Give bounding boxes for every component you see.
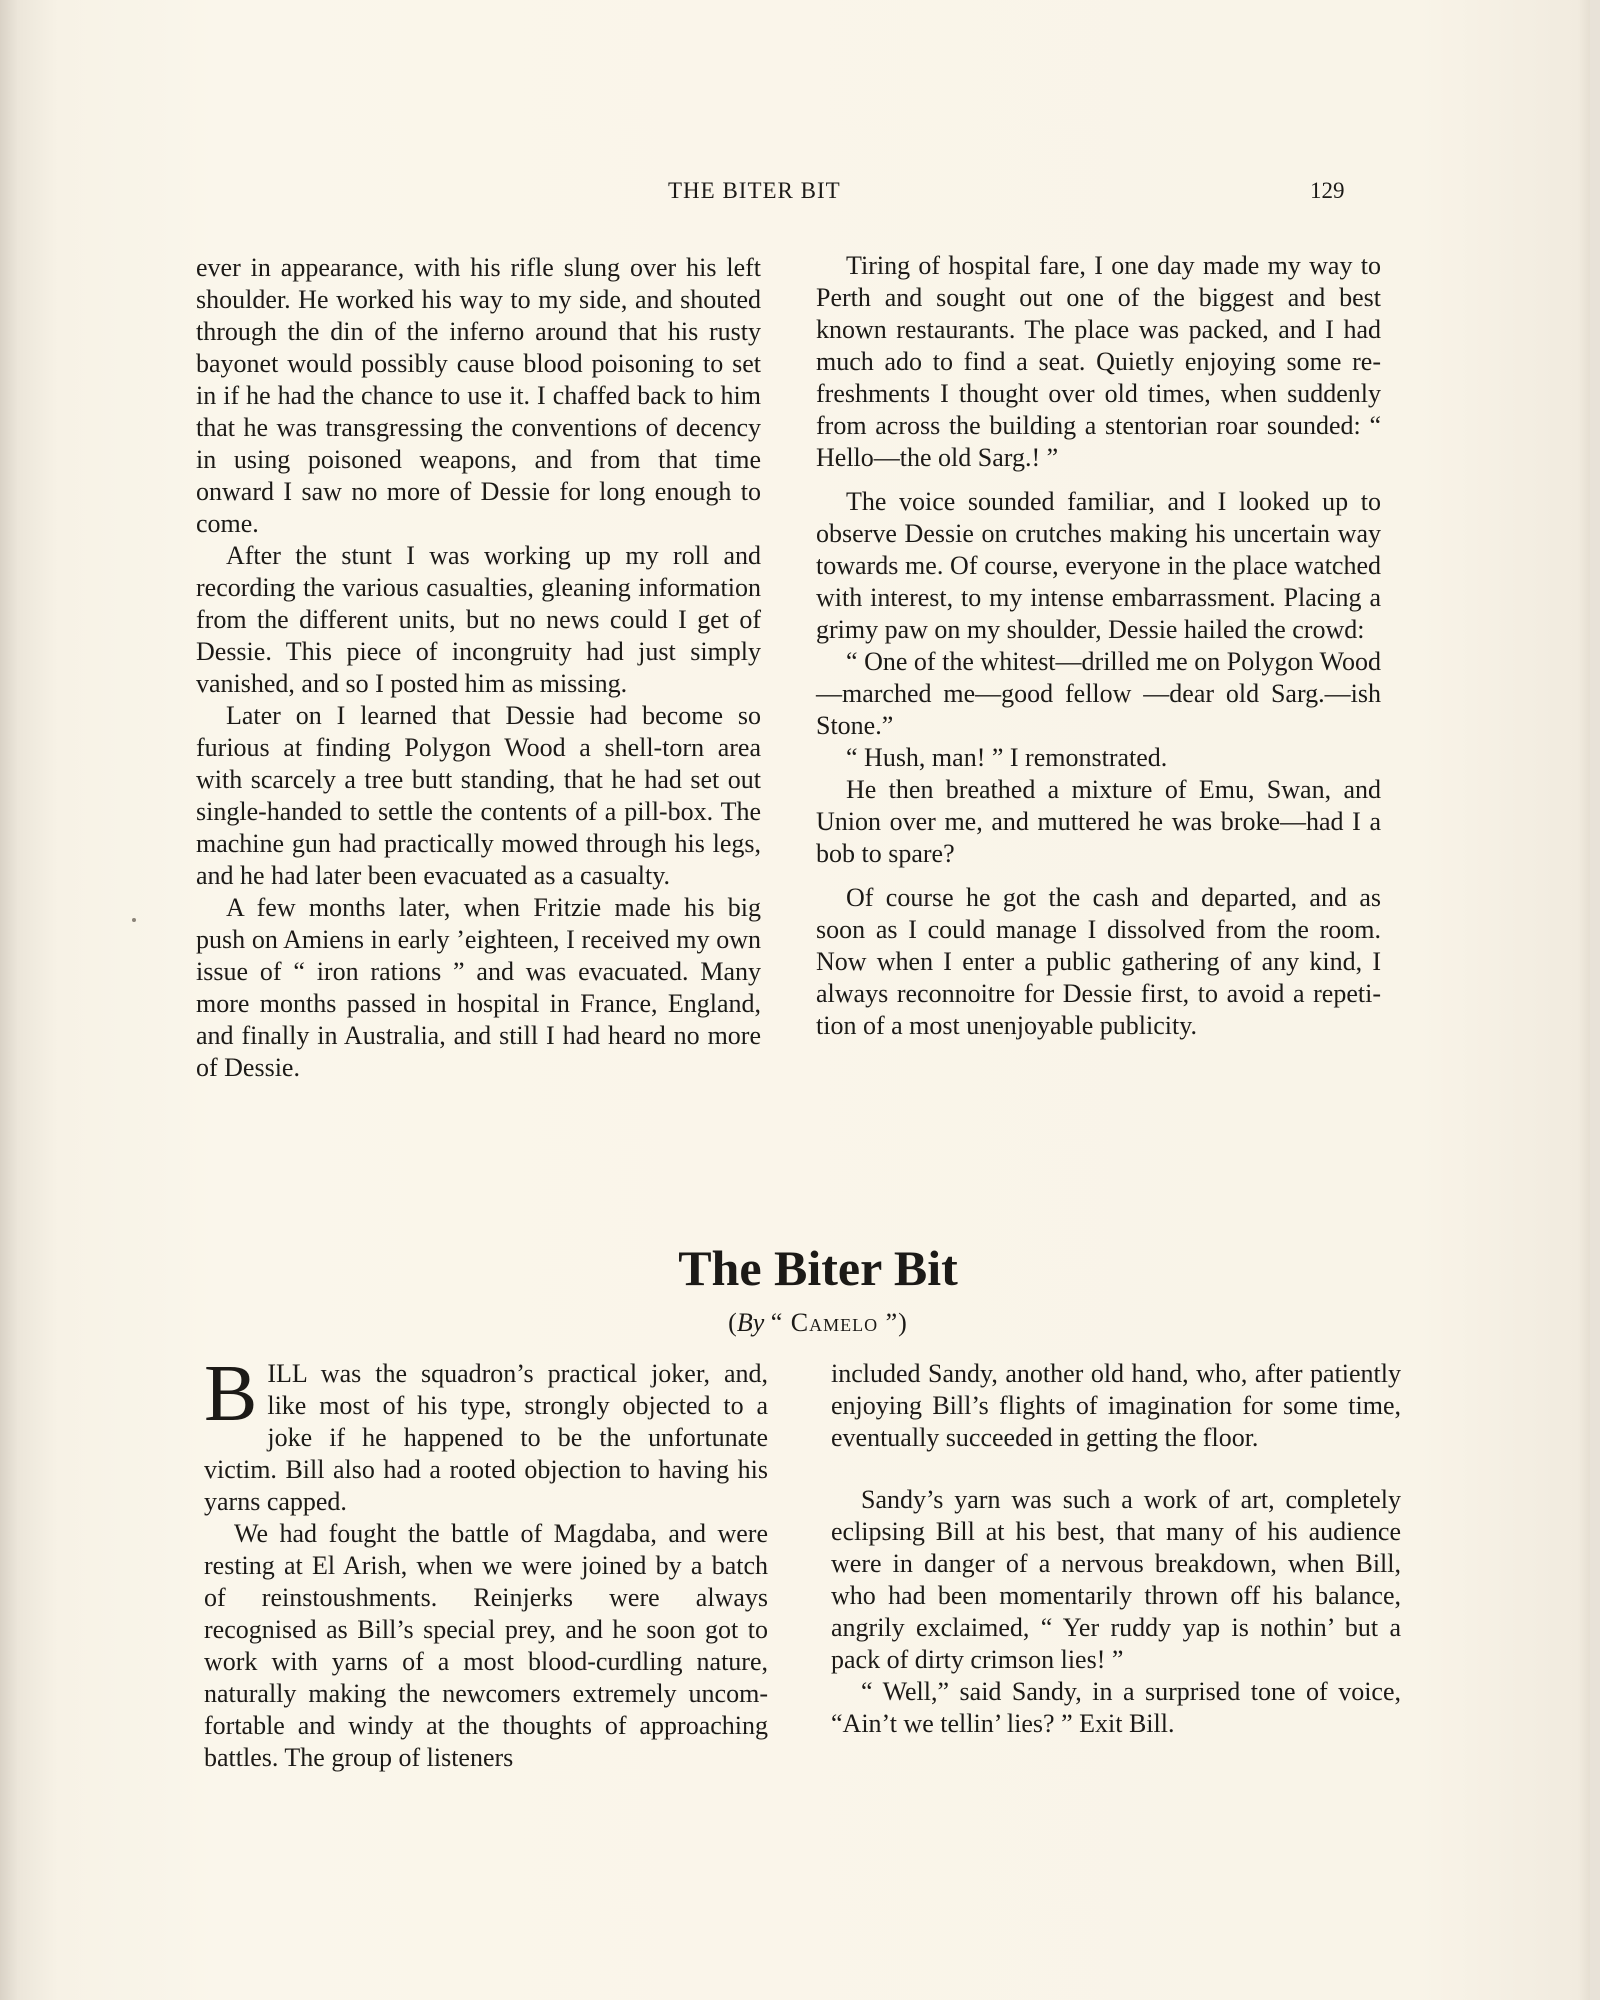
opening-text: ILL was the squadron’s practical joker, and, like most of his type, strongly objected to a joke if he happened to be the unfortunate victim. Bill also had a rooted objection to having his yarns capped. [204,1359,768,1516]
paragraph-spacer [816,474,1381,486]
story-title: The Biter Bit [678,1240,958,1296]
paragraph: Tiring of hospital fare, I one day made my way to Perth and sought out one of the biggest and best known restaurants. The place was packed, and I had much ado to find a seat. Quietly enjoying some refreshments I thought over old times, when suddenly from across the building a stentorian roar sounded: “ Hello—the old Sarg.! ” [816,251,1381,472]
paragraph: ever in appearance, with his rifle slung over his left shoulder. He worked his way to my side, and shouted through the din of the inferno around that his rusty bayonet would possibly cause blood poisoning to set in if he had the chance to use it. I chaffed back to him that he was transgressing the conventions of decency in using poisoned weapons, and from that time onward I saw no more of Dessie for long enough to come. [196,253,761,538]
story-column-left [204,1350,768,1774]
page-edge [0,0,18,2000]
quote-paragraph: “ One of the whitest—drilled me on Polygon Wood—marched me—good fellow —dear old Sarg.—ish Stone.” [816,647,1381,740]
paragraph: He then breathed a mixture of Emu, Swan, and Union over me, and muttered he was broke—had I a bob to spare? [816,775,1381,868]
byline-by: By [736,1308,765,1337]
previous-story-column-right [816,250,1381,1042]
paragraph-spacer [831,1454,1401,1484]
paragraph: included Sandy, another old hand, who, after patiently enjoying Bill’s flights of imagination for some time, eventually succeeded in getting the floor. [831,1359,1401,1452]
paragraph: A few months later, when Fritzie made his big push on Amiens in early ’eighteen, I received my own issue of “ iron rations ” and was evacuated. Many more months passed in hospital in France, England, and finally in Australia, and still I had heard no more of Dessie. [196,893,761,1082]
paragraph: The voice sounded familiar, and I looked up to observe Dessie on crutches making his uncertain way towards me. Of course, everyone in the place watched with interest, to my intense embarrassment. Placing a grimy paw on my shoulder, Dessie hailed the crowd: [816,487,1381,644]
paragraph: Later on I learned that Dessie had become so furious at finding Polygon Wood a shell-torn area with scarcely a tree butt standing, that he had set out single-handed to settle the contents of a pill-box. The machine gun had practically mowed through his legs, and he had later been evacuated as a casualty. [196,701,761,890]
paragraph-spacer [816,870,1381,882]
quote-paragraph: “ Well,” said Sandy, in a surprised tone of voice, “Ain’t we tellin’ lies? ” Exit Bill. [831,1677,1401,1738]
paragraph: Sandy’s yarn was such a work of art, completely eclipsing Bill at his best, that many of his audience were in danger of a nervous breakdown, when Bill, who had been momentarily thrown off his balance, angrily exclaimed, “ Yer ruddy yap is nothin’ but a pack of dirty crimson lies! ” [831,1485,1401,1674]
ink-speck [132,918,136,922]
running-head: THE BITER BIT [668,178,841,203]
previous-story-column-left [196,252,761,1084]
page-number: 129 [1310,178,1345,203]
book-page [18,0,1590,2000]
quote-paragraph: “ Hush, man! ” I remonstrated. [846,743,1168,772]
story-byline [578,1306,1058,1340]
paragraph: We had fought the battle of Magdaba, and were resting at El Arish, when we were joined by a batch of reinstoushments. Reinjerks were always recognised as Bill’s special prey, and he soon got to work with yarns of a most blood-curdling nature, naturally making the newcomers extremely uncomfortable and windy at the thoughts of approaching battles. The group of listeners [204,1519,768,1772]
byline-open-paren: ( [728,1308,737,1337]
drop-cap: B [204,1350,258,1438]
byline-author: “ Camelo ”) [770,1308,908,1337]
paragraph: Of course he got the cash and departed, and as soon as I could manage I dissolved from the room. Now when I enter a public gathering of any kind, I always reconnoitre for Dessie first, to avoid a repetition of a most unenjoyable publicity. [816,883,1381,1040]
paragraph: After the stunt I was working up my roll and recording the various casualties, gleaning information from the different units, but no news could I get of Dessie. This piece of incongruity had just simply vanished, and so I posted him as missing. [196,541,761,698]
story-column-right [831,1358,1401,1740]
opening-paragraph [204,1350,768,1518]
